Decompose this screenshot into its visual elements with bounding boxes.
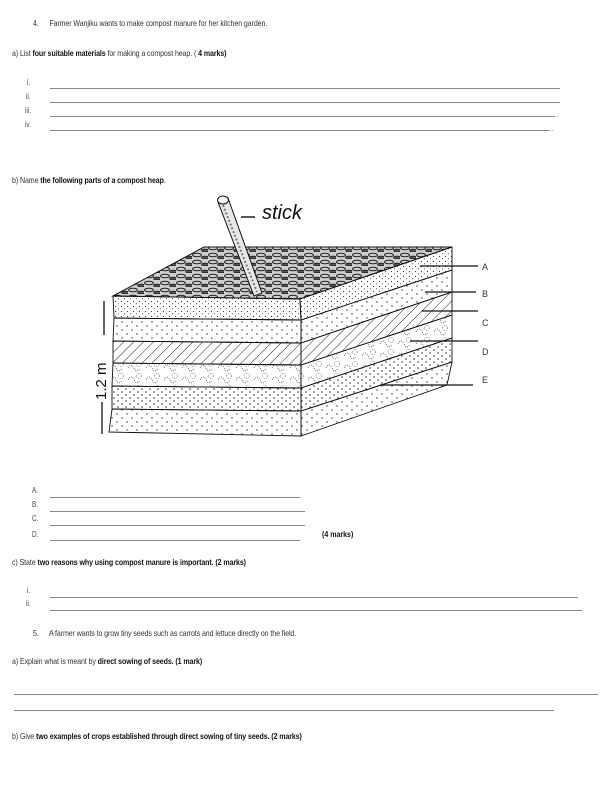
- q4a-marks: 4 marks): [198, 49, 227, 58]
- q5-stem-text: A farmer wants to grow tiny seeds such as carrots and lettuce directly on the field.: [48, 629, 297, 638]
- part-label-c: C: [482, 318, 489, 328]
- q4a-label-iii: iii.: [25, 106, 32, 115]
- q4a-label-ii: ii.: [26, 92, 31, 101]
- q4b-answer-line-a[interactable]: [50, 497, 300, 498]
- q4-number: 4.: [33, 19, 39, 28]
- q4b-label-a: A.: [32, 486, 39, 495]
- q4b-suffix: .: [163, 176, 166, 185]
- q4c-answer-line-i[interactable]: [50, 597, 578, 598]
- q5b-bold: two examples of crops established through direct sowing of tiny seeds. (2 marks): [35, 732, 302, 741]
- q5b-prefix: b) Give: [12, 732, 36, 741]
- q4c-label-i: i.: [27, 586, 31, 595]
- q4a-prefix: a) List: [12, 49, 33, 58]
- q4b-answer-line-b[interactable]: [50, 511, 305, 512]
- q4b-marks: (4 marks): [322, 530, 354, 539]
- q4b-label-c: C.: [32, 514, 39, 523]
- q4c-prefix: c) State: [12, 558, 38, 567]
- height-label: 1.2 m: [93, 362, 110, 400]
- q4c-answer-line-ii[interactable]: [50, 610, 582, 611]
- q4c-prompt: [12, 558, 246, 567]
- q5-number: 5.: [33, 629, 39, 638]
- q4a-label-i: i.: [27, 78, 31, 87]
- part-label-e: E: [482, 375, 489, 385]
- q4c-bold: two reasons why using compost manure is important. (2 marks): [37, 558, 246, 567]
- q4b-label-b: B.: [32, 500, 39, 509]
- q5a-prompt: [12, 657, 202, 666]
- q5b-prompt: [12, 732, 302, 741]
- q4a-bold: four suitable materials: [32, 49, 106, 58]
- q4b-answer-line-d[interactable]: [50, 540, 300, 541]
- q4a-period-iv: .: [551, 124, 554, 133]
- q4a-suffix: for making a compost heap. (: [105, 49, 199, 58]
- q4-stem-text: Farmer Wanjiku wants to make compost manure for her kitchen garden.: [49, 19, 268, 28]
- part-label-d: D: [482, 347, 489, 357]
- q5-stem: [33, 629, 296, 638]
- q5a-answer-line-2[interactable]: [14, 710, 554, 711]
- q5a-bold: direct sowing of seeds. (1 mark): [97, 657, 203, 666]
- q5a-answer-line-1[interactable]: [14, 694, 598, 695]
- part-labels: [482, 262, 489, 385]
- stick-label: stick: [262, 202, 302, 224]
- heap-front-face: [109, 296, 301, 436]
- q5a-prefix: a) Explain what is meant by: [12, 657, 98, 666]
- part-label-b: B: [482, 289, 489, 299]
- part-label-a: A: [482, 262, 489, 272]
- q4c-label-ii: ii.: [26, 599, 31, 608]
- q4b-bold: the following parts of a compost heap: [40, 176, 164, 185]
- q4b-label-d: D.: [32, 530, 39, 539]
- q4a-label-iv: iv.: [25, 120, 31, 129]
- q4b-answer-line-c[interactable]: [50, 525, 305, 526]
- q4b-prefix: b) Name: [12, 176, 41, 185]
- q4a-period-iii: .: [556, 110, 559, 119]
